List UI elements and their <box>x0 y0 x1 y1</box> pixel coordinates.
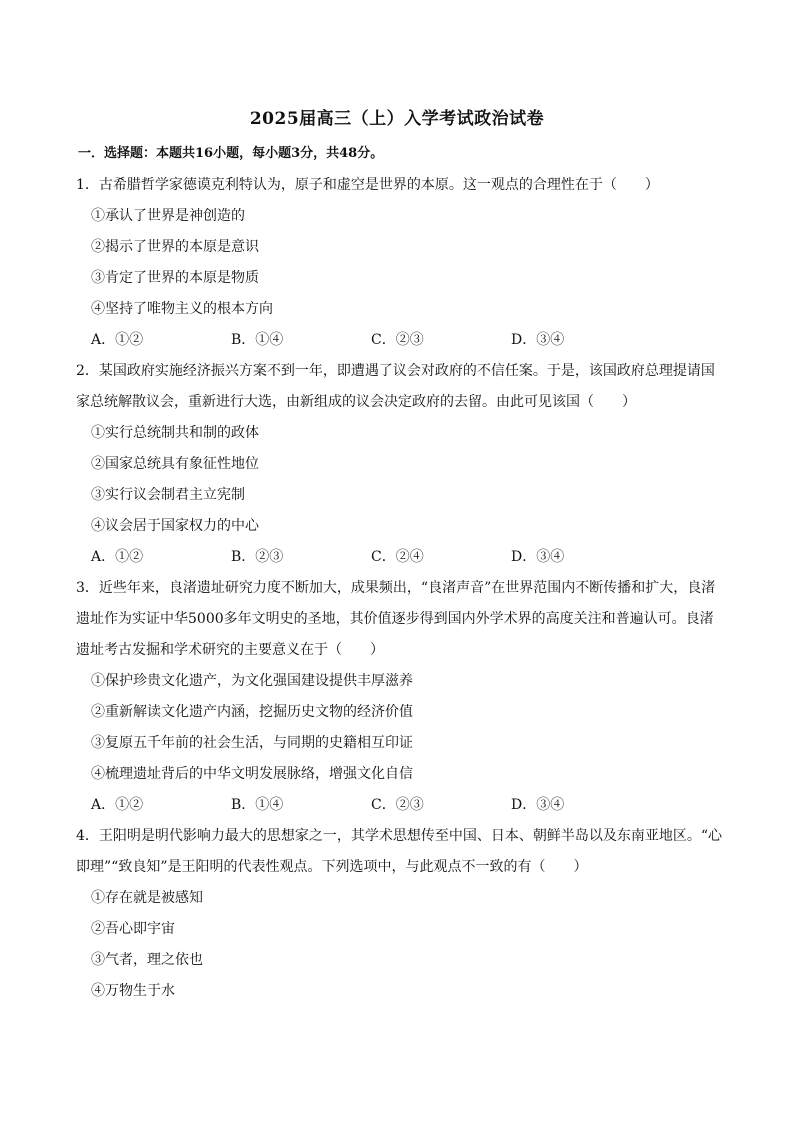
question-stem: 4．王阳明是明代影响力最大的思想家之一，其学术思想传至中国、日本、朝鲜半岛以及东南亚地区。“心即理”“致良知”是王阳明的代表性观点。下列选项中，与此观点不一致的有（ ） <box>76 828 723 875</box>
choice-c: C．②③ <box>371 332 424 348</box>
statement-option: ②吾心即宇宙 <box>91 921 175 937</box>
statement-option: ②国家总统具有象征性地位 <box>91 456 259 472</box>
choice-c: C．②③ <box>371 797 424 813</box>
answer-choices <box>76 325 726 356</box>
choice-a: A．①② <box>91 797 144 813</box>
choice-b: B．①④ <box>231 332 284 348</box>
statement-option: ④议会居于国家权力的中心 <box>91 518 259 534</box>
choice-d: D．③④ <box>511 797 565 813</box>
statement-option: ①承认了世界是神创造的 <box>91 208 245 224</box>
section-heading: 一．选择题：本题共16小题，每小题3分，共48分。 <box>78 146 384 161</box>
statement-option: ④万物生于水 <box>91 983 175 999</box>
question-stem: 1．古希腊哲学家德谟克利特认为，原子和虚空是世界的本原。这一观点的合理性在于（ ） <box>76 177 659 193</box>
question-stem: 2．某国政府实施经济振兴方案不到一年，即遭遇了议会对政府的不信任案。于是，该国政府总理提请国家总统解散议会，重新进行大选，由新组成的议会决定政府的去留。由此可见该国（ ） <box>76 363 715 410</box>
statement-option: ①存在就是被感知 <box>91 890 203 906</box>
choice-b: B．①④ <box>231 797 284 813</box>
statement-option: ②揭示了世界的本原是意识 <box>91 239 259 255</box>
statement-option: ③实行议会制君主立宪制 <box>91 487 245 503</box>
statement-option: ④梳理遗址背后的中华文明发展脉络，增强文化自信 <box>91 766 413 782</box>
question-list <box>76 170 726 1007</box>
question-3 <box>76 573 726 821</box>
choice-c: C．②④ <box>371 549 424 565</box>
statement-option: ③复原五千年前的社会生活，与同期的史籍相互印证 <box>91 735 413 751</box>
answer-choices <box>76 542 726 573</box>
choice-b: B．②③ <box>231 549 284 565</box>
question-4 <box>76 821 726 1007</box>
question-1 <box>76 170 726 356</box>
statement-option: ③肯定了世界的本原是物质 <box>91 270 259 286</box>
choice-d: D．③④ <box>511 332 565 348</box>
choice-a: A．①② <box>91 332 144 348</box>
statement-option: ②重新解读文化遗产内涵，挖掘历史文物的经济价值 <box>91 704 413 720</box>
statement-option: ①保护珍贵文化遗产，为文化强国建设提供丰厚滋养 <box>91 673 413 689</box>
choice-d: D．③④ <box>511 549 565 565</box>
choice-a: A．①② <box>91 549 144 565</box>
answer-choices <box>76 790 726 821</box>
exam-title: 2025届高三（上）入学考试政治试卷 <box>249 109 545 129</box>
statement-option: ①实行总统制共和制的政体 <box>91 425 259 441</box>
statement-option: ③气者，理之依也 <box>91 952 203 968</box>
question-stem: 3．近些年来，良渚遗址研究力度不断加大，成果频出，“良渚声音”在世界范围内不断传播和扩大，良渚遗址作为实证中华5000多年文明史的圣地，其价值逐步得到国内外学术界的高度关注和普遍认可。良渚遗址考古发掘和学术研究的主要意义在于（ ） <box>76 580 716 658</box>
statement-option: ④坚持了唯物主义的根本方向 <box>91 301 273 317</box>
question-2 <box>76 356 726 573</box>
